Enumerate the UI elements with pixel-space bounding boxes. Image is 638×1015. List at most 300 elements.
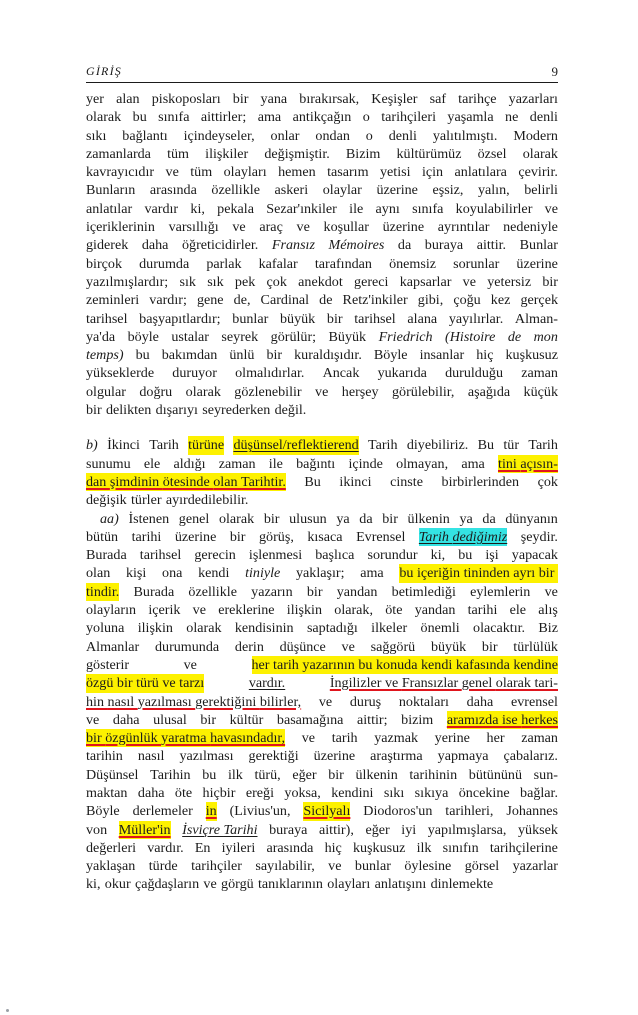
word: hemen — [278, 164, 316, 181]
word: öylesine — [404, 858, 452, 875]
word: yukarıda — [377, 365, 427, 382]
word: bu — [458, 547, 473, 564]
word-group — [542, 273, 558, 291]
word: yaklaşan — [86, 858, 136, 875]
word: yoksa, — [284, 784, 321, 801]
word-group — [304, 473, 320, 491]
word-group — [307, 528, 342, 546]
word-group — [329, 328, 367, 346]
word-group — [469, 766, 522, 784]
word: ülkenin — [355, 766, 398, 783]
word-group — [86, 839, 136, 857]
word-group — [350, 693, 381, 711]
scan-speck — [6, 1009, 9, 1012]
word-group — [445, 802, 493, 820]
word-group — [152, 90, 221, 108]
word-group — [292, 766, 316, 784]
word-group — [264, 145, 329, 163]
word: okur — [104, 876, 131, 893]
memoirs-line — [86, 291, 558, 309]
word-group — [407, 436, 468, 454]
word: yer — [86, 91, 104, 107]
word: değişik — [86, 492, 127, 509]
word: bir — [328, 766, 344, 783]
word: eşsiz, — [432, 182, 464, 199]
word: ile — [268, 455, 283, 472]
universal-line — [86, 857, 558, 875]
word-group — [323, 181, 362, 199]
word: diyebiliriz. — [406, 437, 469, 454]
word-group — [133, 108, 147, 126]
reflective-line — [86, 455, 558, 473]
word-group — [105, 875, 131, 893]
header-rule — [86, 82, 558, 83]
word: bu — [135, 347, 150, 364]
word: basamağına — [276, 711, 344, 728]
word-group — [422, 163, 443, 181]
word-group — [235, 619, 294, 637]
word: bir — [229, 528, 246, 545]
word: için — [421, 164, 444, 181]
word: bir — [263, 510, 280, 527]
word: ve — [315, 383, 329, 400]
word: işlenmesi — [248, 547, 303, 564]
word: bağlantı — [122, 127, 168, 144]
word-group — [106, 401, 151, 419]
word: olarak — [218, 510, 255, 527]
word: Tarih — [528, 437, 558, 454]
word-group — [132, 528, 162, 546]
word-group — [234, 291, 251, 309]
word: Büyük — [328, 328, 367, 345]
word: Diodoros'un — [363, 803, 433, 820]
word-group — [293, 108, 352, 126]
word: araç — [259, 219, 283, 236]
word-group — [86, 436, 98, 454]
word: ki, — [86, 876, 101, 893]
word: öte — [385, 602, 403, 619]
word-group — [468, 383, 510, 401]
word: Modern — [513, 127, 558, 144]
word: noktaları — [398, 693, 449, 710]
word-group — [356, 528, 405, 546]
word: yerine — [434, 730, 470, 747]
universal-line — [86, 693, 558, 711]
word: zaman — [218, 455, 256, 472]
word: Burada — [133, 583, 175, 600]
word-group — [381, 108, 436, 126]
word: yaratma — [161, 730, 211, 747]
word-group — [343, 291, 408, 309]
universal-line — [86, 821, 558, 839]
word-group — [277, 711, 344, 729]
word: ve — [462, 273, 476, 290]
word: (Histoire — [445, 328, 496, 345]
word: kuşkusuz — [505, 347, 558, 364]
word: yazarın — [251, 583, 293, 600]
word: özgünlük — [105, 730, 162, 747]
word: pekala — [217, 200, 254, 217]
word-group — [269, 455, 283, 473]
word: Sicilyalı — [303, 803, 351, 820]
word-group — [363, 108, 370, 126]
word-group — [337, 583, 378, 601]
word: kapsarlar — [399, 273, 452, 290]
word: yükseklerde — [86, 365, 155, 382]
word: aittir), — [319, 821, 354, 838]
word-group — [140, 546, 181, 564]
word-group — [86, 328, 115, 346]
word: askeri — [274, 182, 309, 199]
word-group — [399, 693, 449, 711]
word: yazarları — [508, 91, 558, 107]
word-group — [307, 583, 323, 601]
word: ve — [203, 876, 217, 893]
word: tarihsel — [354, 310, 396, 327]
word-group — [328, 857, 341, 875]
word-group — [86, 273, 168, 291]
word-group — [203, 875, 216, 893]
word: her — [251, 656, 274, 673]
word-group — [371, 638, 416, 656]
word: ele — [509, 602, 527, 619]
word: tarihi — [131, 528, 162, 545]
word: işi — [485, 547, 499, 564]
word: ve — [192, 602, 206, 619]
word: gereci — [354, 273, 389, 290]
word: olarak — [185, 383, 221, 400]
word: üzerine — [376, 182, 418, 199]
word: türü — [136, 675, 163, 692]
word: tini — [498, 455, 521, 472]
word-group — [379, 328, 433, 346]
word-group — [319, 291, 332, 309]
word-group — [324, 218, 369, 236]
word: sıkıya — [414, 784, 449, 801]
word-group — [252, 656, 559, 674]
paragraph-private-memoirs — [86, 90, 558, 419]
word: eğer — [365, 821, 390, 838]
word: bir — [306, 583, 323, 600]
word: ve — [301, 730, 316, 747]
word-group — [455, 163, 507, 181]
word-group — [463, 273, 476, 291]
word-group — [86, 693, 301, 711]
word-group — [520, 291, 558, 309]
word: bir — [326, 310, 343, 327]
word: saf — [429, 91, 447, 107]
word: çok — [266, 273, 287, 290]
word: ülkenin — [407, 510, 450, 527]
word-group — [528, 436, 558, 454]
word-group — [421, 619, 460, 637]
word-group — [323, 364, 360, 382]
universal-line — [86, 528, 558, 546]
word: gerektiğini — [195, 693, 260, 710]
word: derlemeler — [132, 803, 193, 820]
word: bu — [202, 766, 217, 783]
word-group — [498, 455, 558, 473]
word-group — [503, 218, 558, 236]
word-group — [86, 200, 132, 218]
word-group — [251, 583, 292, 601]
word: büyük — [279, 310, 316, 327]
word-group — [476, 346, 493, 364]
word: ereklerine — [218, 602, 275, 619]
word: tarihsel — [86, 310, 128, 327]
word: yalın, — [477, 182, 510, 199]
word: dan — [86, 473, 110, 490]
word-group — [272, 236, 315, 254]
word: vardır. — [248, 675, 286, 692]
word-group — [368, 436, 398, 454]
running-head — [86, 64, 558, 82]
word: aittirler; — [200, 109, 247, 126]
word-group — [307, 619, 358, 637]
word-group — [430, 90, 446, 108]
paragraph-universal-history — [86, 510, 558, 894]
word: yazılmışlardır; — [86, 273, 169, 290]
word-group — [376, 181, 417, 199]
word: aldığı — [173, 455, 206, 472]
word: herşey — [341, 383, 379, 400]
word-group — [235, 364, 304, 382]
word-group — [86, 401, 102, 419]
word-group — [442, 473, 520, 491]
memoirs-line — [86, 181, 558, 199]
word: türü, — [254, 766, 281, 783]
word: içinde — [348, 455, 383, 472]
word-group — [202, 401, 270, 419]
word: bir — [382, 510, 398, 527]
word: bu — [132, 109, 147, 126]
word-group — [359, 510, 372, 528]
word: anlatışını — [374, 876, 427, 893]
memoirs-line — [86, 218, 558, 236]
word: b) — [86, 437, 98, 454]
word: eylemlerin — [470, 583, 531, 600]
word-group — [538, 473, 558, 491]
word: sınıfa — [158, 109, 190, 126]
word: yandan — [336, 583, 378, 600]
word: böyle — [127, 328, 159, 345]
word: bir — [232, 91, 249, 107]
word-group — [327, 163, 368, 181]
word-group — [162, 564, 182, 582]
word-group — [261, 291, 310, 309]
word-group — [392, 383, 454, 401]
word: sık — [207, 273, 224, 290]
word: açısın- — [520, 455, 558, 472]
word: düşünsel/reflektierend — [233, 437, 359, 454]
word: hiç — [476, 347, 494, 364]
word: yaklaşır; — [295, 565, 345, 582]
word: ve — [232, 219, 246, 236]
word: kendisinin — [234, 620, 294, 637]
word: koyulabilirler — [455, 200, 533, 217]
word: olarak, — [334, 602, 374, 619]
word: Ancak — [322, 365, 360, 382]
word: ki, — [190, 200, 205, 217]
word-group — [193, 601, 206, 619]
reflective-line — [86, 491, 558, 509]
word-group — [86, 821, 107, 839]
word: aynı — [375, 200, 400, 217]
word-group — [447, 108, 493, 126]
word-group — [415, 601, 456, 619]
word-group — [203, 784, 236, 802]
word: bir — [542, 273, 558, 290]
word-group — [86, 455, 131, 473]
word: iyi — [401, 821, 417, 838]
word-group — [404, 857, 451, 875]
word-group — [294, 346, 362, 364]
word: derin — [234, 638, 264, 655]
word: belirli — [524, 182, 558, 199]
universal-line — [86, 619, 558, 637]
word: zaman — [521, 365, 558, 382]
memoirs-line — [86, 401, 558, 419]
memoirs-line — [86, 90, 558, 108]
word: tarafından — [314, 255, 372, 272]
word-group — [86, 90, 104, 108]
word: saptadığı — [306, 620, 358, 637]
word-group — [278, 163, 316, 181]
word: Tarihtir. — [241, 473, 286, 490]
word-group — [428, 821, 507, 839]
word: daha — [141, 237, 169, 254]
word: bütün — [86, 528, 119, 545]
word-group — [478, 145, 507, 163]
word: sun- — [533, 766, 558, 783]
universal-line — [86, 747, 558, 765]
word: değil. — [274, 402, 307, 419]
word: aramızda — [446, 711, 503, 728]
word-group — [267, 273, 287, 291]
universal-line — [86, 601, 558, 619]
word-group — [171, 328, 209, 346]
word-group — [299, 90, 359, 108]
word-group — [319, 821, 354, 839]
word: İstenen — [128, 510, 170, 527]
word: özgü — [86, 675, 117, 692]
word-group — [521, 729, 558, 747]
word-group — [520, 784, 558, 802]
word: bir — [200, 711, 217, 728]
word-group — [342, 638, 355, 656]
word: dinlemekte — [430, 876, 494, 893]
word: olmayan, — [396, 455, 449, 472]
word-group — [327, 310, 343, 328]
word: sıkı — [383, 784, 405, 801]
word: durulduğu — [445, 365, 503, 382]
word: hiç — [324, 839, 342, 856]
word: yetisi — [379, 164, 411, 181]
word-group — [86, 619, 124, 637]
word: Böyle — [86, 803, 120, 820]
word-group — [259, 218, 282, 236]
word-group — [200, 711, 216, 729]
word: türde — [148, 858, 178, 875]
word-group — [443, 839, 479, 857]
word-group — [86, 729, 285, 747]
word: koşullar — [323, 219, 369, 236]
word: yoluna — [86, 620, 125, 637]
word-group — [438, 218, 490, 236]
word-group — [473, 619, 525, 637]
word: bir — [86, 402, 102, 419]
word: gözlenebilir — [234, 383, 302, 400]
word: da — [359, 510, 373, 527]
word-group — [399, 564, 558, 582]
word-group — [328, 766, 344, 784]
word: o — [362, 109, 370, 126]
word-group — [254, 766, 280, 784]
word: içeriklerinin — [86, 219, 155, 236]
word-group — [135, 875, 199, 893]
word-group — [233, 90, 249, 108]
word-group — [503, 436, 519, 454]
word-group — [138, 784, 165, 802]
memoirs-line — [86, 328, 558, 346]
word-group — [459, 784, 510, 802]
word: seyrek — [221, 328, 259, 345]
word: denli — [388, 127, 417, 144]
word: sık — [179, 273, 196, 290]
word: ustalar — [171, 328, 209, 345]
word-group — [538, 619, 558, 637]
word: iyileri — [221, 839, 256, 856]
word-group — [298, 273, 343, 291]
word-group — [482, 510, 495, 528]
word-group — [419, 528, 507, 546]
word-group — [139, 310, 220, 328]
word: tarihçilerine — [489, 839, 558, 856]
word: özsel — [477, 145, 507, 162]
word-group — [222, 839, 256, 857]
word: evrensel — [510, 693, 558, 710]
word-group — [390, 473, 423, 491]
word-group — [255, 857, 314, 875]
word-group — [420, 346, 465, 364]
word-group — [349, 200, 363, 218]
word: Sezar'ınkiler — [266, 200, 337, 217]
word: arasında — [149, 182, 197, 199]
word-group — [491, 291, 511, 309]
word-group — [195, 839, 211, 857]
word: bir — [481, 638, 498, 655]
word-group — [445, 328, 495, 346]
word-group — [249, 747, 299, 765]
word: ilişkiler — [205, 145, 249, 162]
word: bir — [538, 565, 558, 582]
word: kendine — [513, 656, 558, 673]
word-group — [149, 436, 179, 454]
word-group — [431, 546, 446, 564]
word: anlatılara — [454, 164, 507, 181]
word: kültürümüz — [396, 145, 462, 162]
word-group — [327, 875, 370, 893]
word: olmalıdırlar. — [235, 365, 305, 382]
word-group — [86, 108, 121, 126]
word-group — [133, 802, 193, 820]
word: genel — [461, 675, 496, 692]
word-group — [86, 674, 204, 692]
word: görsel — [464, 858, 500, 875]
word-group — [408, 510, 450, 528]
word-group — [407, 310, 437, 328]
word: giderek — [86, 237, 129, 254]
